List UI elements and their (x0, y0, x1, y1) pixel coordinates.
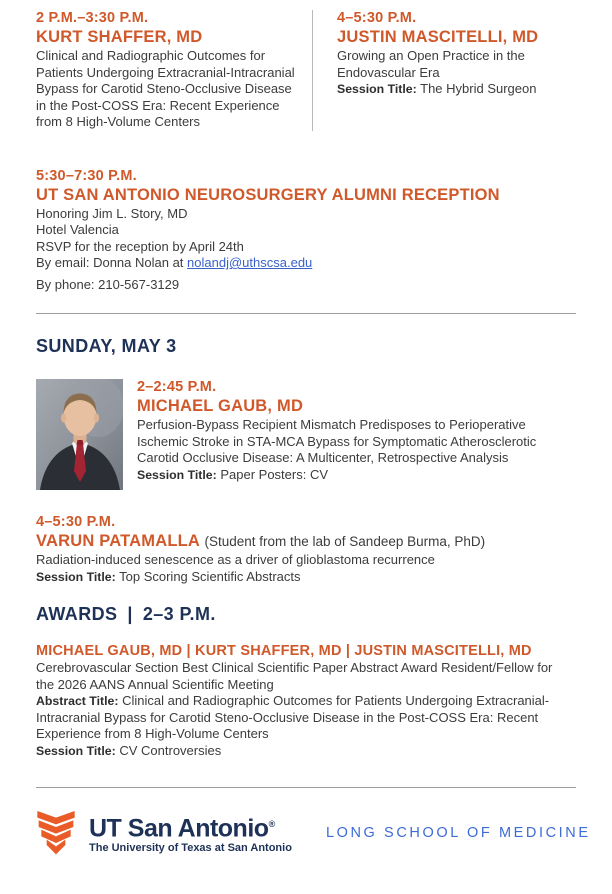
section-divider (36, 313, 576, 314)
awards-heading-label: AWARDS (36, 604, 118, 624)
session-time: 2–2:45 P.M. (137, 379, 217, 395)
speaker-name: VARUN PATAMALLA (36, 532, 201, 550)
utsa-logotype (89, 811, 292, 841)
utsa-logotype-text: UT San Antonio (89, 814, 269, 843)
session-time: 4–5:30 P.M. (337, 10, 417, 26)
registered-mark: ® (268, 818, 276, 829)
reception-venue: Hotel Valencia (36, 222, 119, 237)
awards-heading-time: 2–3 P.M. (142, 604, 216, 624)
long-school-of-medicine-label: LONG SCHOOL OF MEDICINE (325, 825, 591, 841)
reception-rsvp: RSVP for the reception by April 24th (36, 238, 244, 254)
reception-phone-line: By phone: 210-567-3129 (36, 276, 180, 292)
headshot-illustration (36, 379, 123, 490)
abstract-title-value: Clinical and Radiographic Outcomes for Patients Undergoing Extracranial-Intracranial Bypass for Carotid Steno-Occlusive Disease in the Post-COSS Era: Recent Experience from 8 High-Volume Centers (36, 693, 550, 741)
session-description: Clinical and Radiographic Outcomes for Patients Undergoing Extracranial-Intracranial Bypass for Carotid Steno-Occlusive Disease in the Post-COSS Era: Recent Experience from 8 High-Volume Centers (36, 48, 295, 129)
footer-divider (36, 787, 576, 788)
abstract-title-line (36, 693, 556, 743)
awards-heading-separator: | (127, 604, 133, 624)
session-description: Radiation-induced senescence as a driver of glioblastoma recurrence (36, 552, 435, 567)
email-link[interactable]: nolandj@uthscsa.edu (187, 255, 313, 270)
session-title-line (337, 81, 576, 98)
saturday-sessions-row (36, 10, 576, 131)
speaker-line (36, 531, 576, 552)
session-michael-gaub (36, 379, 576, 490)
reception-time: 5:30–7:30 P.M. (36, 167, 137, 184)
utsa-logo-icon (36, 810, 76, 856)
speaker-name: MICHAEL GAUB, MD (137, 397, 304, 415)
email-prefix: By email: Donna Nolan at (36, 255, 184, 270)
awards-heading (36, 604, 576, 625)
session-text (137, 379, 576, 490)
session-time: 2 P.M.–3:30 P.M. (36, 10, 149, 26)
session-title-value: The Hybrid Surgeon (420, 81, 537, 96)
awards-recipients: MICHAEL GAUB, MD | KURT SHAFFER, MD | JUSTIN MASCITELLI, MD (36, 643, 532, 659)
awards-description: Cerebrovascular Section Best Clinical Scientific Paper Abstract Award Resident/Fellow for the 2026 AANS Annual Scientific Meeting (36, 660, 553, 692)
speaker-name: JUSTIN MASCITELLI, MD (337, 28, 539, 46)
session-description: Perfusion-Bypass Recipient Mismatch Predisposes to Perioperative Ischemic Stroke in STA-MCA Bypass for Symptomatic Atherosclerotic Carotid Occlusive Disease: A Multicenter, Retrospective Analysis (137, 417, 537, 465)
session-title-value: Paper Posters: CV (220, 466, 329, 482)
speaker-name: KURT SHAFFER, MD (36, 28, 203, 46)
abstract-title-label: Abstract Title: (36, 694, 119, 708)
session-description: Growing an Open Practice in the Endovascular Era (337, 48, 525, 80)
session-time: 4–5:30 P.M. (36, 514, 116, 530)
sunday-heading: SUNDAY, MAY 3 (36, 336, 177, 356)
session-title-line (137, 467, 576, 484)
session-title-label: Session Title: (137, 467, 217, 482)
session-title-label: Session Title: (337, 82, 417, 96)
session-title-value: CV Controversies (119, 742, 222, 758)
session-kurt-shaffer (36, 10, 313, 131)
session-justin-mascitelli (313, 10, 576, 131)
session-title-line (36, 743, 556, 760)
utsa-tagline: The University of Texas at San Antonio (89, 842, 292, 855)
awards-block (36, 642, 556, 759)
reception-email-line (36, 255, 576, 272)
session-title-label: Session Title: (36, 743, 116, 758)
speaker-note: (Student from the lab of Sandeep Burma, PhD) (204, 534, 486, 549)
session-title-line (36, 569, 576, 586)
footer (36, 810, 591, 856)
session-title-label: Session Title: (36, 569, 116, 584)
reception-title: UT SAN ANTONIO NEUROSURGERY ALUMNI RECEPTION (36, 185, 500, 204)
alumni-reception-block (36, 168, 576, 294)
michael-gaub-photo (36, 379, 123, 490)
session-title-value: Top Scoring Scientific Abstracts (119, 568, 301, 584)
session-varun-patamalla (36, 514, 576, 585)
reception-honoree: Honoring Jim L. Story, MD (36, 205, 188, 221)
utsa-logotype-block (89, 811, 292, 855)
